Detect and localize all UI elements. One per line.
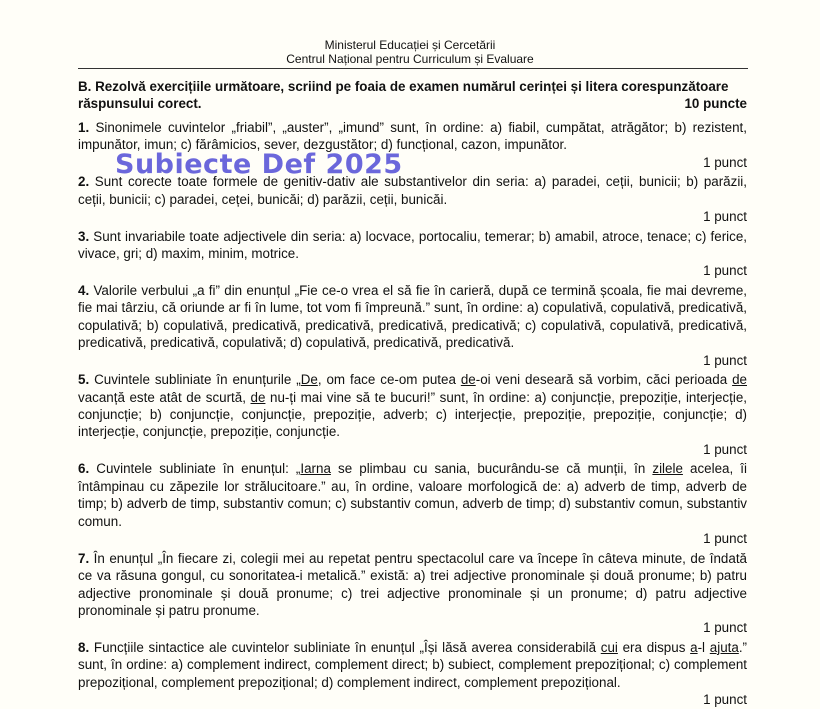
question-number: 7.	[78, 550, 90, 566]
section-instructions: B. Rezolvă exercițiile următoare, scriind pe foaia de examen numărul cerinței și litera corespunzătoare răspunsului corect.	[78, 79, 729, 112]
center-name: Centrul Național pentru Curriculum și Evaluare	[286, 52, 534, 66]
question-text: -l	[697, 639, 710, 655]
question-text: vacanță este atât de scurtă,	[78, 389, 251, 405]
question-text: Valorile verbului „a fi” din enunțul „Fie ce-o vrea el să fie în carieră, după ce termină școala, fie mai devreme, fie mai târziu, că oriunde ar fi în lume, tot vom fi împreună.” sunt, în ordine: a) copulativă, copulativă, predicativă, copulativă; b) copulativă, predicativă, predicativă, predicativă, predicativă; c) copulativă, copulativă, predicativă, predicativă, predicativă, copulativă; d) copulativă, predicativă, predicativă.	[78, 283, 747, 351]
underlined-word: ajuta	[709, 639, 739, 655]
question-number: 3.	[78, 228, 90, 244]
question-text: Funcțiile sintactice ale cuvintelor subliniate în enunțul „Își lăsă averea considerabilă	[89, 639, 601, 655]
underlined-word: De	[300, 372, 318, 388]
ministry-name: Ministerul Educației și Cercetării	[324, 38, 496, 52]
question-score: 1 punct	[703, 263, 747, 279]
section-title	[78, 78, 747, 113]
question-text: Sinonimele cuvintelor „friabil”, „auster”, „imund” sunt, în ordine: a) fiabil, cumpătat, atrăgător; b) rezistent, impunător, imun; c) fărâmicios, sever, dezgustător; d) funcțional, cazon, impunător.	[78, 119, 747, 153]
question-item	[78, 460, 747, 547]
question-score: 1 punct	[703, 692, 747, 708]
question-text: acelea, îi întâmpinau cu zăpezile lor strălucitoare.” au, în ordine, valoare morfologică de: a) adverb de timp, adverb de timp; b) adverb de timp, substantiv comun; c) substantiv comun, adverb de timp; d) substantiv comun, substantiv comun.	[78, 461, 747, 529]
underlined-word: a	[690, 639, 698, 655]
question-score: 1 punct	[703, 209, 747, 225]
question-text: se plimbau cu sania, bucurându-se că munții, în	[330, 461, 653, 477]
question-item	[78, 282, 747, 369]
question-score: 1 punct	[703, 531, 747, 547]
question-text: era dispus	[617, 639, 691, 655]
question-text: -oi veni deseară să vorbim, căci perioada	[475, 372, 733, 388]
question-score: 1 punct	[703, 154, 747, 170]
question-text: , om face ce-om putea	[317, 372, 461, 388]
question-text: Cuvintele subliniate în enunțurile „	[89, 372, 301, 388]
header-divider	[78, 68, 748, 69]
question-number: 4.	[78, 283, 90, 299]
underlined-word: de	[460, 372, 476, 388]
underlined-word: zilele	[652, 461, 683, 477]
question-list	[78, 119, 747, 709]
watermark: Subiecte Def 2025	[115, 149, 403, 180]
question-item	[78, 228, 747, 280]
document-header	[0, 38, 820, 66]
underlined-word: cui	[600, 639, 618, 655]
question-text: În enunțul „În fiecare zi, colegii mei au repetat pentru spectacolul care va începe în câteva minute, de îndată ce va răsuna gongul, cu sonoritatea-i metalică.” există: a) trei adjective pronominale și două pronume; b) patru adjective pronominale și două pronume; c) trei adjective pronominale și un pronume; d) patru adjective pronominale și patru pronume.	[78, 550, 747, 618]
question-number: 6.	[78, 461, 90, 477]
question-item	[78, 550, 747, 637]
question-number: 5.	[78, 372, 90, 388]
question-number: 1.	[78, 119, 90, 135]
question-text: Sunt invariabile toate adjectivele din seria: a) locvace, portocaliu, temerar; b) amabil, atroce, tenace; c) ferice, vivace, gri; d) maxim, minim, motrice.	[78, 228, 747, 262]
question-score: 1 punct	[703, 620, 747, 636]
question-text: Sunt corecte toate formele de genitiv-dativ ale substantivelor din seria: a) paradei, ceții, bunicii; b) parăzii, ceții, bunicii; c) paradei, ceței, bunicăi; d) parăzii, ceții, bunicăi.	[78, 174, 747, 207]
underlined-word: de	[732, 372, 747, 388]
underlined-word: Iarna	[300, 461, 331, 477]
question-score: 1 punct	[703, 441, 747, 457]
question-number: 2.	[78, 174, 90, 190]
question-text: .” sunt, în ordine: a) complement indirect, complement direct; b) subiect, complement prepozițional; c) complement prepozițional, complement prepozițional; d) complement indirect, complement prepozițional.	[78, 639, 747, 690]
question-item	[78, 371, 747, 458]
question-number: 8.	[78, 639, 90, 655]
question-item	[78, 639, 747, 709]
question-item	[78, 173, 747, 225]
underlined-word: de	[250, 389, 266, 405]
question-text: Cuvintele subliniate în enunțul: „	[89, 461, 301, 477]
question-score: 1 punct	[703, 352, 747, 368]
question-text: nu-ți mai vine să te bucuri!” sunt, în ordine: a) conjuncție, prepoziție, interjecție, conjuncție; b) conjuncție, conjuncție, prepoziție, adverb; c) interjecție, prepoziție, prepoziție, conjuncție; d) interjecție, conjuncție, prepoziție, conjuncție.	[78, 389, 747, 440]
section-points: 10 puncte	[684, 96, 747, 112]
